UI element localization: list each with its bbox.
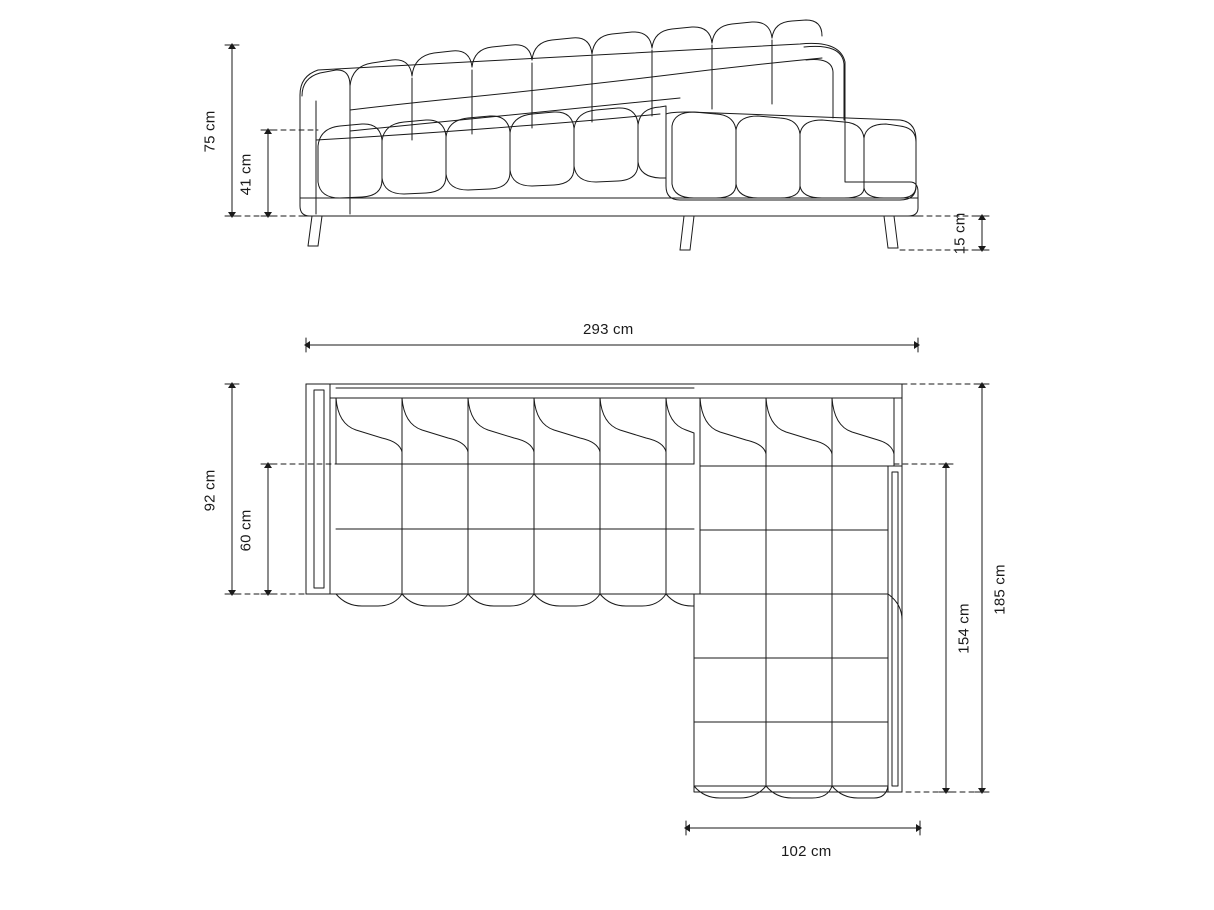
dimension-label-depth-backrest: 92 cm bbox=[201, 469, 219, 512]
dimension-label-depth-total: 185 cm bbox=[991, 564, 1009, 615]
dimension-label-width-total: 293 cm bbox=[583, 321, 634, 338]
dimension-label-width-chaise: 102 cm bbox=[781, 843, 832, 860]
dimension-label-height-seat: 41 cm bbox=[237, 153, 255, 196]
front-elevation-sofa bbox=[300, 20, 918, 250]
dimension-label-height-total: 75 cm bbox=[201, 110, 219, 153]
dimension-label-depth-chaise: 154 cm bbox=[955, 603, 973, 654]
dimension-label-height-leg: 15 cm bbox=[951, 212, 969, 255]
top-plan-sofa bbox=[306, 384, 902, 798]
dimension-label-depth-seat: 60 cm bbox=[237, 509, 255, 552]
